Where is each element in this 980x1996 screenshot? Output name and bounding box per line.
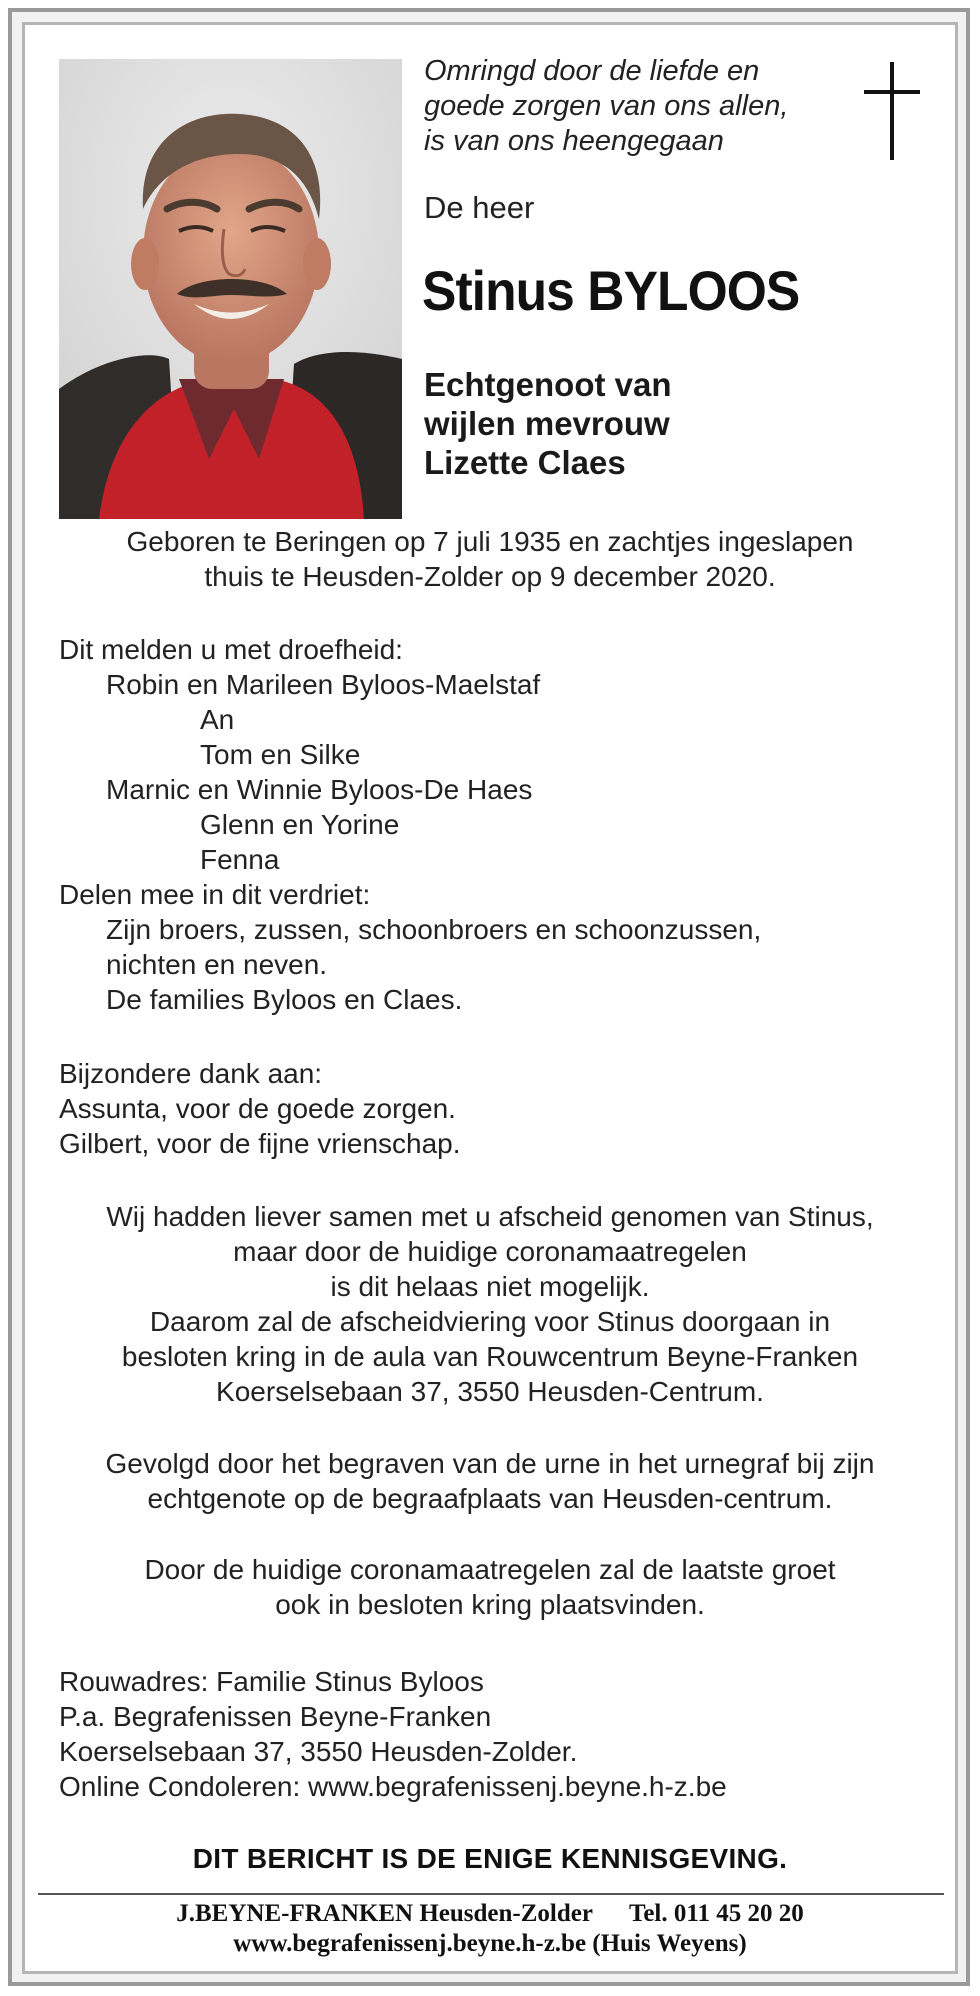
thanks-line: Assunta, voor de goede zorgen. [59, 1093, 456, 1124]
thanks-heading: Bijzondere dank aan: [59, 1058, 323, 1089]
birth-line: Geboren te Beringen op 7 juli 1935 en zachtjes ingeslapen [126, 526, 854, 557]
spouse-line: Echtgenoot van [424, 366, 672, 403]
birth-line: thuis te Heusden-Zolder op 9 december 2020. [204, 561, 776, 592]
ceremony-section [40, 1199, 940, 1409]
family-member: Glenn en Yorine [200, 809, 400, 840]
spouse-info [424, 365, 672, 482]
ceremony-line: is dit helaas niet mogelijk. [330, 1271, 650, 1302]
intro-line: goede zorgen van ons allen, [424, 90, 789, 122]
address-section [59, 1664, 919, 1804]
funeral-home-phone: Tel. 011 45 20 20 [628, 1900, 804, 1927]
family-member: Robin en Marileen Byloos-Maelstaf [106, 669, 541, 700]
share-line: Zijn broers, zussen, schoonbroers en schoonzussen, [106, 914, 762, 945]
portrait-illustration [59, 59, 402, 519]
intro-line: is van ons heengegaan [424, 125, 724, 157]
intro-line: Omringd door de liefde en [424, 55, 760, 87]
family-member: An [200, 704, 235, 735]
deceased-name: Stinus BYLOOS [422, 259, 800, 322]
corona-line: ook in besloten kring plaatsvinden. [275, 1589, 705, 1620]
thanks-section [59, 1056, 919, 1161]
address-line: Koerselsebaan 37, 3550 Heusden-Zolder. [59, 1736, 578, 1767]
ceremony-line: Daarom zal de afscheidviering voor Stinus doorgaan in [149, 1306, 831, 1337]
corona-section [40, 1552, 940, 1622]
funeral-home-website: www.begrafenissenj.beyne.h-z.be (Huis Weyens) [233, 1930, 747, 1957]
thanks-line: Gilbert, voor de fijne vrienschap. [59, 1128, 461, 1159]
condolence-line: Online Condoleren: www.begrafenissenj.beyne.h-z.be [59, 1771, 727, 1802]
portrait-photo [59, 59, 402, 519]
ceremony-line: besloten kring in de aula van Rouwcentrum Beyne-Franken [121, 1341, 859, 1372]
spouse-line: wijlen mevrouw [424, 405, 670, 442]
funeral-home-name: J.BEYNE-FRANKEN Heusden-Zolder [176, 1900, 593, 1927]
burial-line: echtgenote op de begraafplaats van Heusden-centrum. [147, 1483, 833, 1514]
burial-section [40, 1446, 940, 1516]
birth-info [40, 524, 940, 594]
family-member: Fenna [200, 844, 280, 875]
ceremony-line: Koerselsebaan 37, 3550 Heusden-Centrum. [216, 1376, 764, 1407]
spouse-line: Lizette Claes [424, 444, 626, 481]
family-heading: Dit melden u met droefheid: [59, 634, 403, 665]
ceremony-line: maar door de huidige coronamaatregelen [233, 1236, 747, 1267]
intro-text [424, 54, 844, 159]
burial-line: Gevolgd door het begraven van de urne in het urnegraf bij zijn [105, 1448, 875, 1479]
family-section [59, 632, 919, 1017]
share-line: nichten en neven. [106, 949, 328, 980]
footer-divider [38, 1893, 944, 1895]
ceremony-line: Wij hadden liever samen met u afscheid genomen van Stinus, [106, 1201, 874, 1232]
address-line: Rouwadres: Familie Stinus Byloos [59, 1666, 484, 1697]
share-line: De families Byloos en Claes. [106, 984, 463, 1015]
notice-statement: DIT BERICHT IS DE ENIGE KENNISGEVING. [192, 1843, 788, 1874]
share-heading: Delen mee in dit verdriet: [59, 879, 371, 910]
family-member: Marnic en Winnie Byloos-De Haes [106, 774, 533, 805]
cross-icon [864, 62, 920, 160]
honorific: De heer [424, 190, 535, 225]
corona-line: Door de huidige coronamaatregelen zal de laatste groet [144, 1554, 836, 1585]
funeral-home-footer [40, 1899, 940, 1959]
family-member: Tom en Silke [200, 739, 361, 770]
address-line: P.a. Begrafenissen Beyne-Franken [59, 1701, 492, 1732]
